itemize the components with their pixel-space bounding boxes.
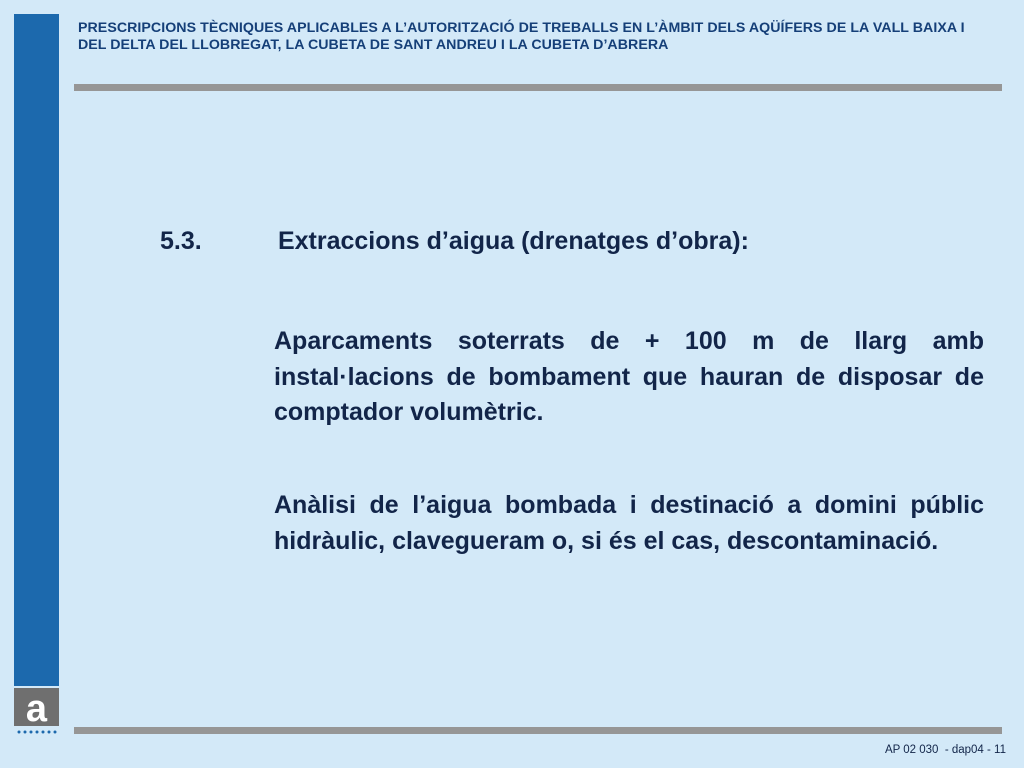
header-divider xyxy=(74,84,1002,91)
section-heading xyxy=(160,227,749,256)
footer-divider xyxy=(74,727,1002,734)
paragraph-parking: Aparcaments soterrats de + 100 m de llarg amb instal·lacions de bombament que hauran de disposar de comptador volumètric. xyxy=(274,327,984,426)
footer-code: AP 02 030 - dap04 - 11 xyxy=(884,744,1006,756)
header-title: PRESCRIPCIONS TÈCNIQUES APLICABLES A L’AUTORITZACIÓ DE TREBALLS EN L’ÀMBIT DELS AQÜÍFERS DE LA VALL BAIXA I DEL DELTA DEL LLOBREGAT, LA CUBETA DE SANT ANDREU I LA CUBETA D’ABRERA xyxy=(78,20,965,53)
paragraph-water-analysis: Anàlisi de l’aigua bombada i destinació a domini públic hidràulic, clavegueram o, si és el cas, descontaminació. xyxy=(274,491,984,555)
svg-text:a: a xyxy=(25,688,48,730)
section-title: Extraccions d’aigua (drenatges d’obra): xyxy=(277,227,749,255)
sidebar-bar xyxy=(14,14,59,686)
agency-logo-icon xyxy=(14,688,59,740)
section-number: 5.3. xyxy=(160,227,202,255)
